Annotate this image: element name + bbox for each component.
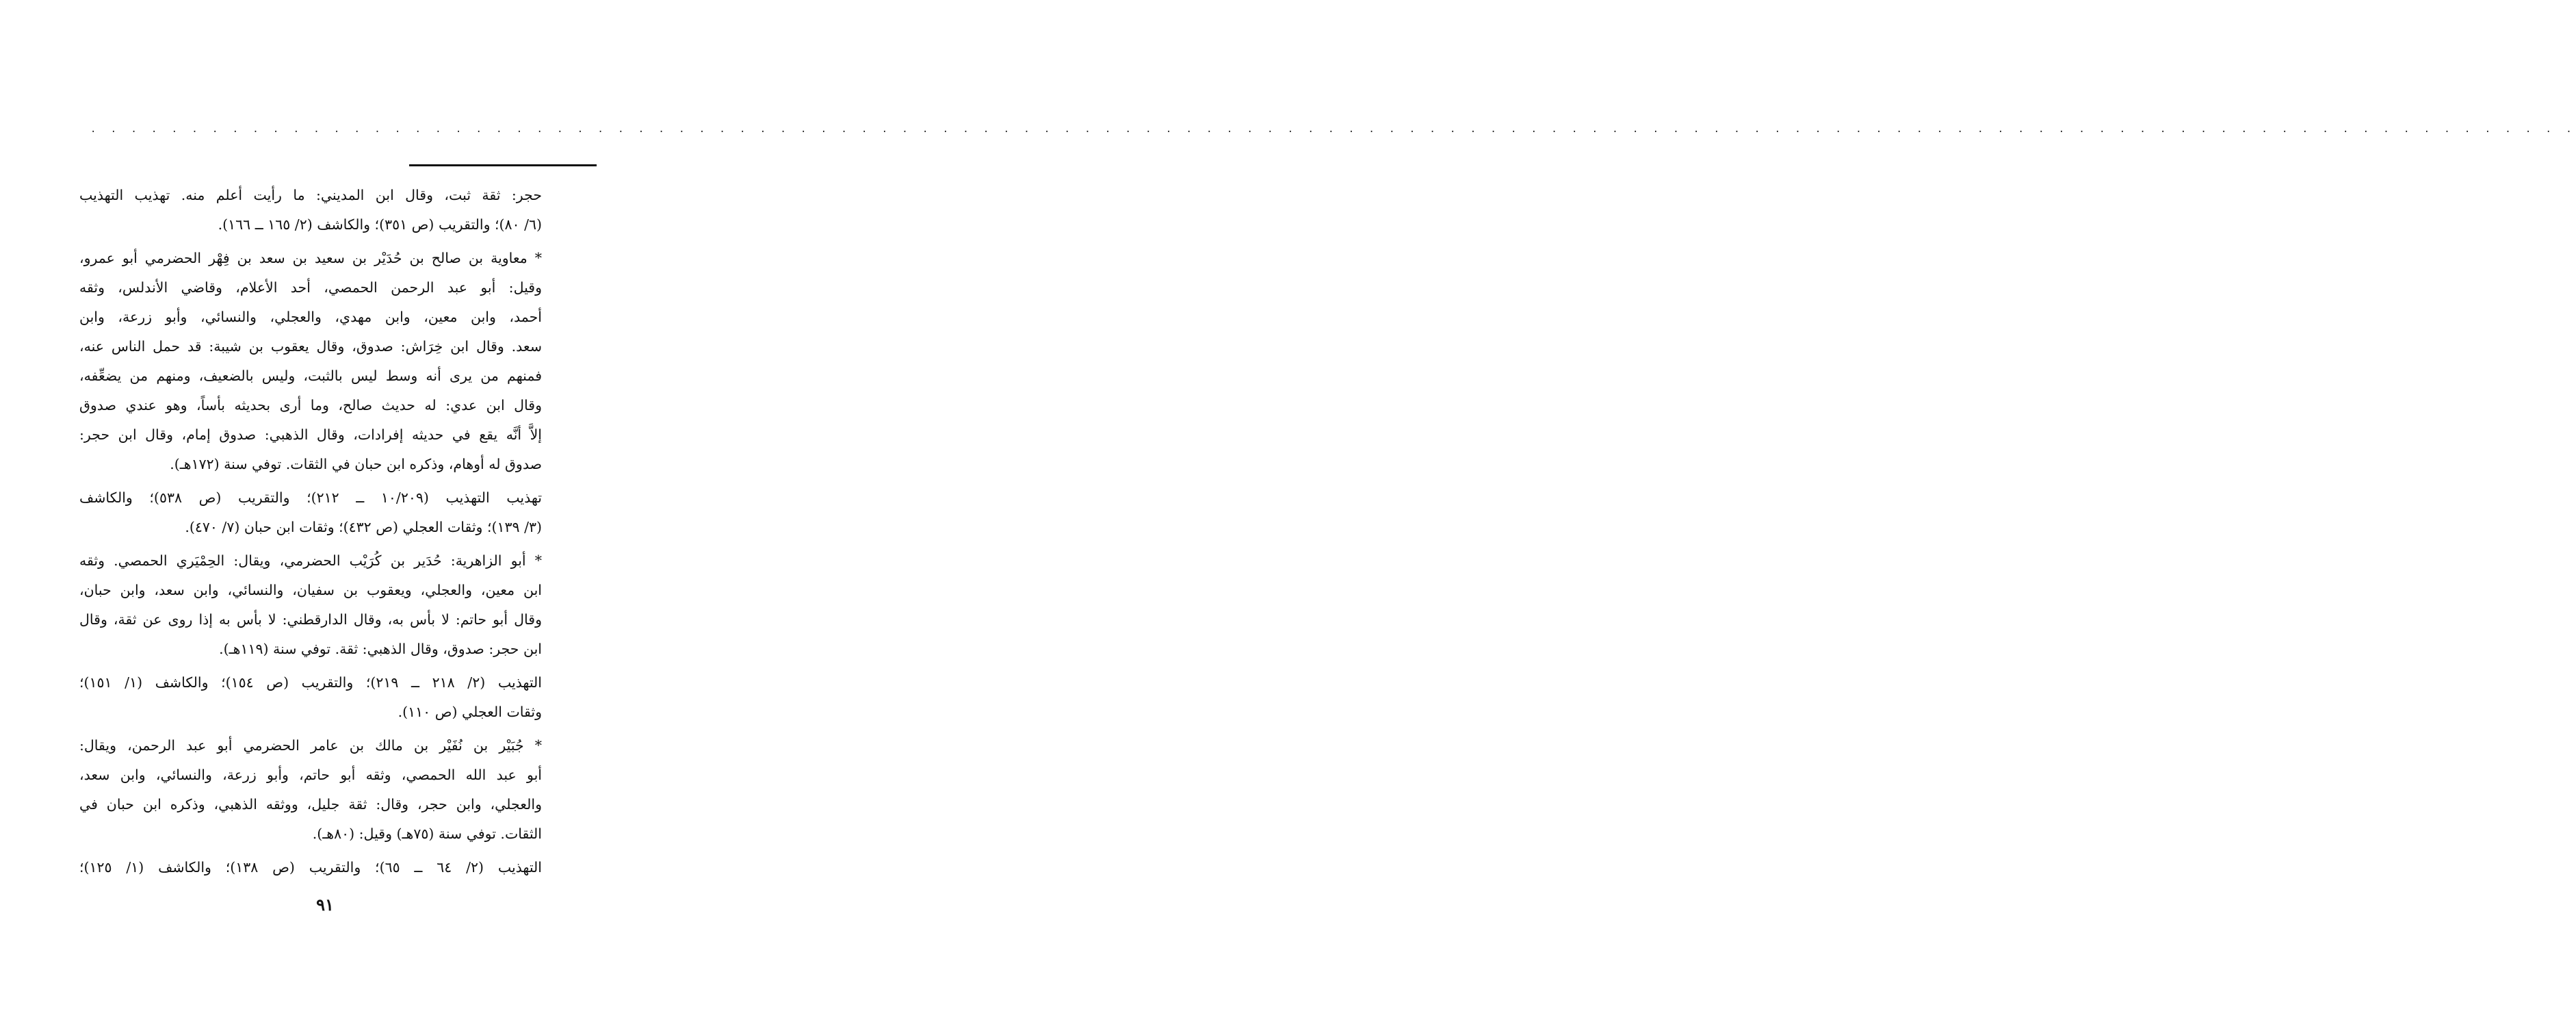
- text-line: وثقات العجلي (ص ١١٠).: [398, 704, 542, 720]
- footnote-rule: [409, 164, 597, 166]
- footnote-separator-dots: . . . . . . . . . . . . . . . . . . . . . . . . . . . . . . . . . . . . . . . . . . . . . . . . . . . . . . . . . . . . . . . . . . . . . . . . . . . . . . . . . . . . . . . . . . . . . . . . . . . . . . . . . . . . . . . . . . . . . . . . . . .: [90, 124, 2576, 135]
- footnote-paragraph: [79, 181, 542, 240]
- footnote-paragraph: [79, 244, 542, 479]
- text-line: * معاوية بن صالح بن حُدَيْر بن سعيد بن سعد بن فِهْر الحضرمي أبو عمرو،: [79, 250, 542, 266]
- text-line: أبو عبد الله الحمصي، وثقه أبو حاتم، وأبو زرعة، والنسائي، وابن سعد،: [79, 767, 542, 783]
- text-line: سعد. وقال ابن خِرَاش: صدوق، وقال يعقوب بن شيبة: قد حمل الناس عنه،: [79, 338, 542, 355]
- footnote-paragraph: [79, 853, 542, 882]
- text-line: وقيل: أبو عبد الرحمن الحمصي، أحد الأعلام، وقاضي الأندلس، وثقه: [79, 279, 542, 296]
- text-line: ابن حجر: صدوق، وقال الذهبي: ثقة. توفي سنة (١١٩هـ).: [219, 641, 542, 657]
- text-line: وقال أبو حاتم: لا بأس به، وقال الدارقطني: لا بأس به إذا روى عن ثقة، وقال: [79, 611, 542, 628]
- footnote-paragraph: [79, 731, 542, 849]
- text-line: التهذيب (٢/ ٢١٨ ــ ٢١٩)؛ والتقريب (ص ١٥٤)؛ والكاشف (١/ ١٥١)؛: [79, 674, 542, 691]
- text-line: والعجلي، وابن حجر، وقال: ثقة جليل، ووثقه الذهبي، وذكره ابن حبان في: [79, 796, 542, 813]
- text-line: الثقات. توفي سنة (٧٥هـ) وقيل: (٨٠هـ).: [312, 826, 542, 842]
- text-line: تهذيب التهذيب (١٠/٢٠٩ ــ ٢١٢)؛ والتقريب (ص ٥٣٨)؛ والكاشف: [79, 489, 543, 506]
- page-number: ٩١: [316, 895, 334, 915]
- text-line: (٦/ ٨٠)؛ والتقريب (ص ٣٥١)؛ والكاشف (٢/ ١٦٥ ــ ١٦٦).: [218, 216, 542, 233]
- text-line: ابن معين، والعجلي، ويعقوب بن سفيان، والنسائي، وابن سعد، وابن حبان،: [79, 582, 542, 598]
- text-line: صدوق له أوهام، وذكره ابن حبان في الثقات. توفي سنة (١٧٢هـ).: [170, 456, 542, 472]
- text-line: التهذيب (٢/ ٦٤ ــ ٦٥)؛ والتقريب (ص ١٣٨)؛ والكاشف (١/ ١٢٥)؛: [79, 859, 542, 876]
- footnotes-body: [79, 181, 542, 886]
- text-line: وقال ابن عدي: له حديث صالح، وما أرى بحديثه بأساً، وهو عندي صدوق: [79, 397, 542, 413]
- text-line: (٣/ ١٣٩)؛ وثقات العجلي (ص ٤٣٢)؛ وثقات ابن حبان (٧/ ٤٧٠).: [185, 519, 542, 535]
- footnote-paragraph: [79, 483, 542, 542]
- footnote-paragraph: [79, 546, 542, 664]
- footnote-paragraph: [79, 668, 542, 727]
- text-line: * جُبَيْر بن نُفَيْر بن مالك بن عامر الحضرمي أبو عبد الرحمن، ويقال:: [79, 737, 542, 754]
- text-line: إلاَّ أنَّه يقع في حديثه إفرادات، وقال الذهبي: صدوق إمام، وقال ابن حجر:: [79, 426, 542, 443]
- text-line: فمنهم من يرى أنه وسط ليس بالثبت، وليس بالضعيف، ومنهم من يضعِّفه،: [79, 368, 542, 384]
- text-line: حجر: ثقة ثبت، وقال ابن المديني: ما رأيت أعلم منه. تهذيب التهذيب: [79, 187, 542, 203]
- text-line: أحمد، وابن معين، وابن مهدي، والعجلي، والنسائي، وأبو زرعة، وابن: [79, 309, 542, 325]
- text-line: * أبو الزاهرية: حُدَير بن كُرَيْب الحضرمي، ويقال: الحِمْيَري الحمصي. وثقه: [79, 552, 542, 569]
